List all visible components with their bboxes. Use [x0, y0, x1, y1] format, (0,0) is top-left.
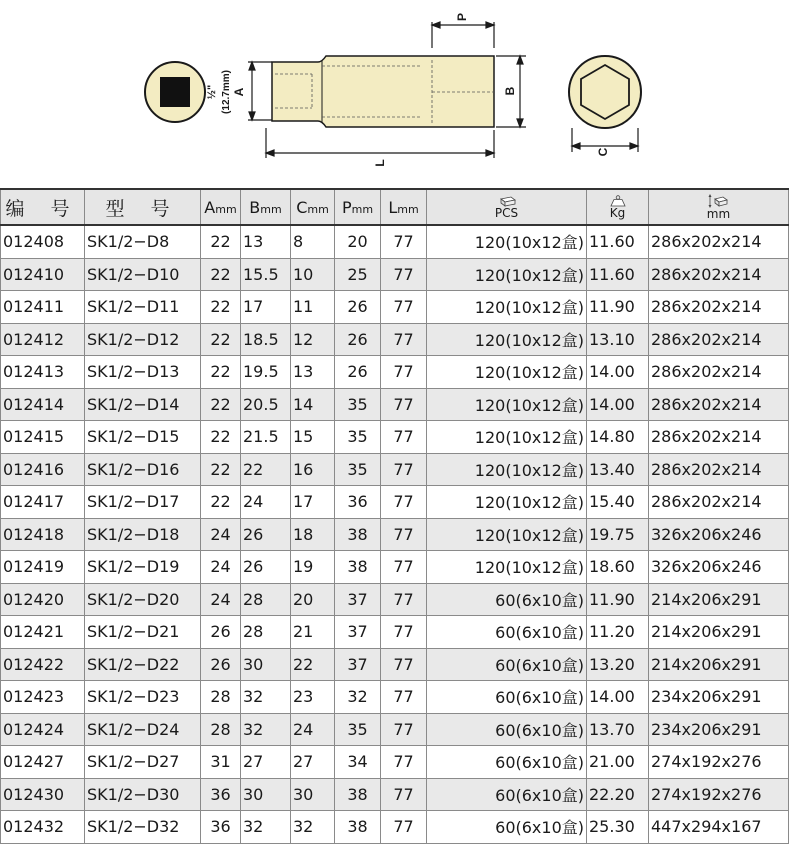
cell-pcs: 120(10x12盒) — [427, 421, 587, 454]
cell-model: SK1/2−D19 — [85, 551, 201, 584]
cell-p: 26 — [335, 291, 381, 324]
cell-a: 24 — [201, 518, 241, 551]
cell-code: 012412 — [1, 323, 85, 356]
header-pcs: PCS — [427, 189, 587, 225]
cell-size: 286x202x214 — [649, 323, 789, 356]
cell-c: 14 — [291, 388, 335, 421]
cell-c: 12 — [291, 323, 335, 356]
header-c: Cmm — [291, 189, 335, 225]
cell-size: 447x294x167 — [649, 811, 789, 844]
header-size: mm — [649, 189, 789, 225]
cell-l: 77 — [381, 778, 427, 811]
table-row — [1, 225, 789, 258]
cell-p: 35 — [335, 453, 381, 486]
table-row — [1, 486, 789, 519]
cell-a: 22 — [201, 388, 241, 421]
cell-code: 012411 — [1, 291, 85, 324]
cell-a: 22 — [201, 356, 241, 389]
table-row — [1, 583, 789, 616]
cell-a: 28 — [201, 713, 241, 746]
cell-size: 286x202x214 — [649, 225, 789, 258]
cell-size: 214x206x291 — [649, 616, 789, 649]
table-row — [1, 648, 789, 681]
cell-l: 77 — [381, 258, 427, 291]
table-row — [1, 453, 789, 486]
cell-model: SK1/2−D10 — [85, 258, 201, 291]
cell-size: 234x206x291 — [649, 713, 789, 746]
cell-p: 38 — [335, 811, 381, 844]
cell-b: 32 — [241, 713, 291, 746]
cell-c: 16 — [291, 453, 335, 486]
table-row — [1, 616, 789, 649]
cell-code: 012408 — [1, 225, 85, 258]
cell-l: 77 — [381, 291, 427, 324]
table-body — [1, 225, 789, 843]
cell-b: 26 — [241, 551, 291, 584]
dim-c-label: C — [596, 147, 610, 157]
cell-pcs: 120(10x12盒) — [427, 323, 587, 356]
cell-model: SK1/2−D23 — [85, 681, 201, 714]
socket-side-view — [272, 56, 494, 127]
cell-model: SK1/2−D12 — [85, 323, 201, 356]
cell-code: 012413 — [1, 356, 85, 389]
cell-l: 77 — [381, 518, 427, 551]
cell-l: 77 — [381, 811, 427, 844]
table-row — [1, 323, 789, 356]
cell-b: 28 — [241, 616, 291, 649]
spec-table — [0, 188, 789, 844]
drive-end-view — [145, 62, 205, 122]
cell-kg: 13.40 — [587, 453, 649, 486]
cell-l: 77 — [381, 713, 427, 746]
cell-code: 012420 — [1, 583, 85, 616]
cell-c: 24 — [291, 713, 335, 746]
cell-b: 18.5 — [241, 323, 291, 356]
cell-code: 012427 — [1, 746, 85, 779]
cell-c: 15 — [291, 421, 335, 454]
cell-kg: 13.10 — [587, 323, 649, 356]
box-dimension-icon — [707, 194, 731, 208]
dim-l-line — [266, 128, 494, 158]
cell-code: 012422 — [1, 648, 85, 681]
cell-b: 32 — [241, 681, 291, 714]
cell-model: SK1/2−D11 — [85, 291, 201, 324]
table-row — [1, 681, 789, 714]
cell-a: 24 — [201, 583, 241, 616]
cell-a: 22 — [201, 421, 241, 454]
cell-l: 77 — [381, 388, 427, 421]
table-header — [1, 189, 789, 225]
table-row — [1, 713, 789, 746]
cell-p: 26 — [335, 323, 381, 356]
cell-b: 13 — [241, 225, 291, 258]
cell-size: 286x202x214 — [649, 453, 789, 486]
cell-pcs: 120(10x12盒) — [427, 356, 587, 389]
cell-c: 27 — [291, 746, 335, 779]
dim-b-label: B — [503, 86, 517, 96]
cell-model: SK1/2−D18 — [85, 518, 201, 551]
cell-b: 32 — [241, 811, 291, 844]
cell-model: SK1/2−D13 — [85, 356, 201, 389]
cell-code: 012432 — [1, 811, 85, 844]
cell-code: 012414 — [1, 388, 85, 421]
cell-model: SK1/2−D24 — [85, 713, 201, 746]
cell-code: 012421 — [1, 616, 85, 649]
cell-b: 24 — [241, 486, 291, 519]
cell-a: 22 — [201, 225, 241, 258]
hex-end-view — [569, 56, 641, 128]
cell-b: 22 — [241, 453, 291, 486]
cell-c: 19 — [291, 551, 335, 584]
cell-b: 26 — [241, 518, 291, 551]
header-kg: Kg — [587, 189, 649, 225]
cell-b: 19.5 — [241, 356, 291, 389]
dim-a-label: A — [232, 87, 246, 97]
cell-l: 77 — [381, 486, 427, 519]
table-row — [1, 421, 789, 454]
cell-code: 012430 — [1, 778, 85, 811]
cell-a: 22 — [201, 453, 241, 486]
table-row — [1, 356, 789, 389]
cell-pcs: 120(10x12盒) — [427, 258, 587, 291]
cell-p: 37 — [335, 648, 381, 681]
table-row — [1, 811, 789, 844]
cell-size: 286x202x214 — [649, 486, 789, 519]
cell-l: 77 — [381, 421, 427, 454]
cell-size: 326x206x246 — [649, 518, 789, 551]
cell-l: 77 — [381, 681, 427, 714]
cell-b: 30 — [241, 778, 291, 811]
cell-a: 22 — [201, 323, 241, 356]
cell-model: SK1/2−D32 — [85, 811, 201, 844]
cell-c: 10 — [291, 258, 335, 291]
cell-p: 35 — [335, 421, 381, 454]
cell-b: 30 — [241, 648, 291, 681]
cell-pcs: 120(10x12盒) — [427, 551, 587, 584]
cell-pcs: 120(10x12盒) — [427, 225, 587, 258]
cell-kg: 14.00 — [587, 356, 649, 389]
cell-p: 38 — [335, 518, 381, 551]
dim-p-line — [432, 22, 494, 48]
cell-p: 20 — [335, 225, 381, 258]
cell-kg: 14.00 — [587, 388, 649, 421]
header-l: Lmm — [381, 189, 427, 225]
cell-c: 18 — [291, 518, 335, 551]
cell-code: 012410 — [1, 258, 85, 291]
cell-pcs: 120(10x12盒) — [427, 518, 587, 551]
cell-pcs: 120(10x12盒) — [427, 486, 587, 519]
cell-pcs: 120(10x12盒) — [427, 291, 587, 324]
cell-pcs: 60(6x10盒) — [427, 746, 587, 779]
table-row — [1, 291, 789, 324]
cell-c: 17 — [291, 486, 335, 519]
cell-l: 77 — [381, 746, 427, 779]
cell-kg: 14.00 — [587, 681, 649, 714]
cell-code: 012419 — [1, 551, 85, 584]
cell-c: 30 — [291, 778, 335, 811]
header-model: 型 号 — [85, 189, 201, 225]
cell-model: SK1/2−D22 — [85, 648, 201, 681]
cell-model: SK1/2−D8 — [85, 225, 201, 258]
cell-c: 8 — [291, 225, 335, 258]
cell-pcs: 60(6x10盒) — [427, 648, 587, 681]
cell-kg: 21.00 — [587, 746, 649, 779]
cell-pcs: 60(6x10盒) — [427, 778, 587, 811]
table-row — [1, 388, 789, 421]
cell-code: 012418 — [1, 518, 85, 551]
cell-code: 012424 — [1, 713, 85, 746]
cell-c: 22 — [291, 648, 335, 681]
cell-code: 012415 — [1, 421, 85, 454]
cell-model: SK1/2−D20 — [85, 583, 201, 616]
cell-p: 35 — [335, 388, 381, 421]
cell-p: 37 — [335, 583, 381, 616]
cell-a: 36 — [201, 811, 241, 844]
cell-pcs: 60(6x10盒) — [427, 681, 587, 714]
header-b: Bmm — [241, 189, 291, 225]
cell-a: 22 — [201, 291, 241, 324]
cell-size: 214x206x291 — [649, 648, 789, 681]
cell-model: SK1/2−D17 — [85, 486, 201, 519]
cell-p: 35 — [335, 713, 381, 746]
cell-b: 15.5 — [241, 258, 291, 291]
cell-size: 286x202x214 — [649, 388, 789, 421]
cell-size: 274x192x276 — [649, 746, 789, 779]
cell-kg: 22.20 — [587, 778, 649, 811]
cell-size: 286x202x214 — [649, 291, 789, 324]
cell-l: 77 — [381, 648, 427, 681]
cell-l: 77 — [381, 323, 427, 356]
cell-a: 31 — [201, 746, 241, 779]
drive-size-label: ½" — [206, 84, 218, 100]
cell-model: SK1/2−D15 — [85, 421, 201, 454]
cell-model: SK1/2−D27 — [85, 746, 201, 779]
cell-l: 77 — [381, 551, 427, 584]
cell-kg: 11.20 — [587, 616, 649, 649]
cell-b: 28 — [241, 583, 291, 616]
dim-a-line — [248, 62, 272, 120]
cell-size: 274x192x276 — [649, 778, 789, 811]
cell-b: 27 — [241, 746, 291, 779]
cell-kg: 25.30 — [587, 811, 649, 844]
cell-c: 13 — [291, 356, 335, 389]
cell-kg: 13.70 — [587, 713, 649, 746]
cell-l: 77 — [381, 616, 427, 649]
cell-code: 012417 — [1, 486, 85, 519]
cell-model: SK1/2−D14 — [85, 388, 201, 421]
cell-size: 286x202x214 — [649, 356, 789, 389]
cell-kg: 19.75 — [587, 518, 649, 551]
cell-kg: 14.80 — [587, 421, 649, 454]
cell-code: 012416 — [1, 453, 85, 486]
cell-a: 22 — [201, 486, 241, 519]
cell-model: SK1/2−D21 — [85, 616, 201, 649]
cell-size: 234x206x291 — [649, 681, 789, 714]
cell-kg: 11.90 — [587, 291, 649, 324]
table-row — [1, 258, 789, 291]
cell-l: 77 — [381, 225, 427, 258]
header-code: 编 号 — [1, 189, 85, 225]
dim-l-label: L — [373, 159, 387, 167]
cell-p: 38 — [335, 778, 381, 811]
cell-model: SK1/2−D30 — [85, 778, 201, 811]
cell-c: 20 — [291, 583, 335, 616]
table-row — [1, 778, 789, 811]
cell-size: 326x206x246 — [649, 551, 789, 584]
header-p: Pmm — [335, 189, 381, 225]
cell-kg: 18.60 — [587, 551, 649, 584]
drive-mm-label: (12.7mm) — [221, 70, 232, 114]
cell-p: 34 — [335, 746, 381, 779]
cell-kg: 11.60 — [587, 225, 649, 258]
cell-pcs: 60(6x10盒) — [427, 811, 587, 844]
cell-pcs: 120(10x12盒) — [427, 388, 587, 421]
cell-pcs: 60(6x10盒) — [427, 616, 587, 649]
table-row — [1, 746, 789, 779]
cell-p: 32 — [335, 681, 381, 714]
cell-l: 77 — [381, 583, 427, 616]
drive-size-labels — [206, 70, 246, 114]
cell-l: 77 — [381, 356, 427, 389]
cell-code: 012423 — [1, 681, 85, 714]
cell-kg: 11.90 — [587, 583, 649, 616]
cell-size: 214x206x291 — [649, 583, 789, 616]
cell-pcs: 60(6x10盒) — [427, 583, 587, 616]
header-a: Amm — [201, 189, 241, 225]
cell-c: 21 — [291, 616, 335, 649]
cell-p: 37 — [335, 616, 381, 649]
cell-model: SK1/2−D16 — [85, 453, 201, 486]
cell-size: 286x202x214 — [649, 421, 789, 454]
cell-b: 20.5 — [241, 388, 291, 421]
cell-pcs: 60(6x10盒) — [427, 713, 587, 746]
cell-c: 11 — [291, 291, 335, 324]
table-row — [1, 551, 789, 584]
cell-a: 26 — [201, 648, 241, 681]
cell-p: 36 — [335, 486, 381, 519]
cell-pcs: 120(10x12盒) — [427, 453, 587, 486]
table-row — [1, 518, 789, 551]
cell-a: 24 — [201, 551, 241, 584]
cell-b: 21.5 — [241, 421, 291, 454]
cell-c: 23 — [291, 681, 335, 714]
cell-p: 38 — [335, 551, 381, 584]
cell-p: 26 — [335, 356, 381, 389]
cell-c: 32 — [291, 811, 335, 844]
cell-kg: 15.40 — [587, 486, 649, 519]
cell-a: 28 — [201, 681, 241, 714]
cell-a: 26 — [201, 616, 241, 649]
cell-b: 17 — [241, 291, 291, 324]
cell-size: 286x202x214 — [649, 258, 789, 291]
cell-kg: 13.20 — [587, 648, 649, 681]
cell-a: 22 — [201, 258, 241, 291]
cell-p: 25 — [335, 258, 381, 291]
cell-l: 77 — [381, 453, 427, 486]
socket-dimension-diagram — [0, 0, 790, 185]
cell-a: 36 — [201, 778, 241, 811]
dim-p-label: P — [455, 12, 469, 22]
cell-kg: 11.60 — [587, 258, 649, 291]
